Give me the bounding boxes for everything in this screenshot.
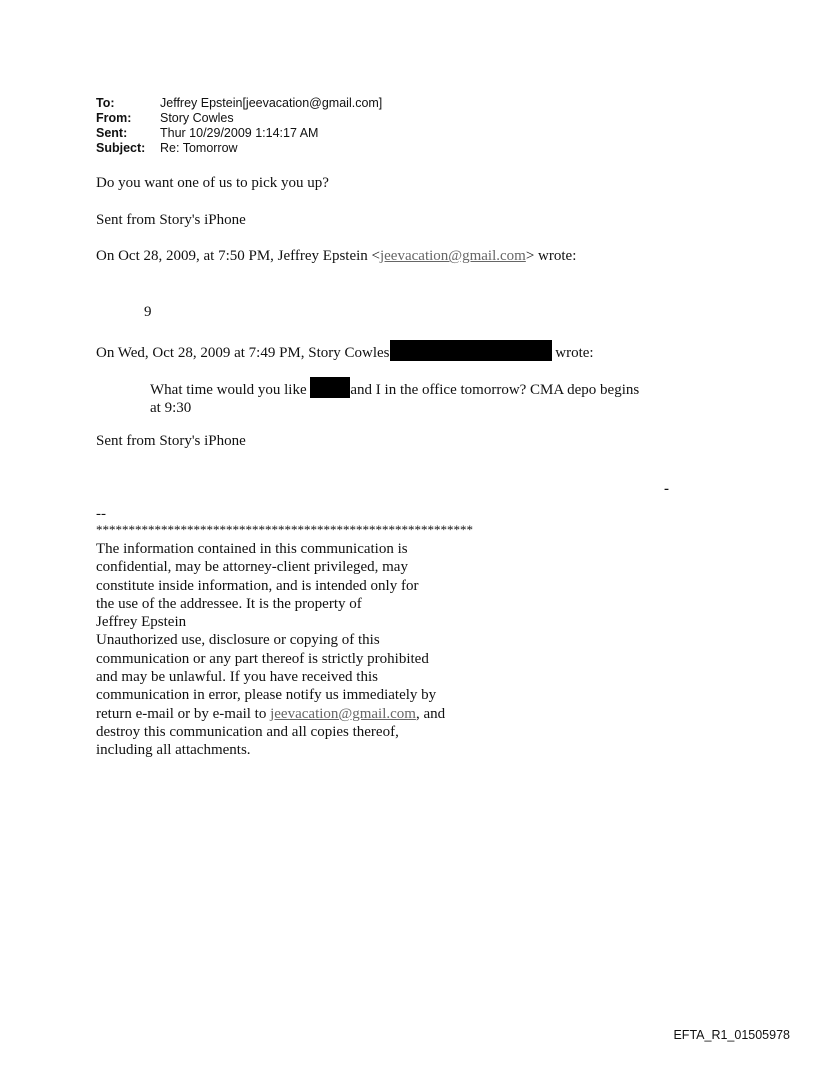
sent-row [96,126,382,141]
disclaimer-line: confidential, may be attorney-client privileged, may [96,559,408,576]
quote-header-1-email-link[interactable]: jeevacation@gmail.com [379,248,526,264]
quote-header-1-prefix: On Oct 28, 2009, at 7:50 PM, Jeffrey Epstein < [96,248,380,264]
to-row [96,96,382,111]
redaction-block [390,340,552,361]
disclaimer-line: Unauthorized use, disclosure or copying of this [96,632,380,649]
quoted-message [150,377,690,417]
from-label: From: [96,111,132,125]
quote-header-2-prefix: On Wed, Oct 28, 2009 at 7:49 PM, Story Cowles [96,345,390,361]
subject-label: Subject: [96,141,146,155]
disclaimer-line: and may be unlawful. If you have received this [96,669,378,686]
quote-header-1 [96,247,576,265]
disclaimer-line10-prefix: return e-mail or by e-mail to [96,705,271,722]
to-label: To: [96,96,115,110]
redaction-block [310,377,350,398]
disclaimer-line: communication or any part thereof is strictly prohibited [96,650,429,667]
disclaimer-email-link[interactable]: jeevacation@gmail.com [270,705,416,722]
from-value: Story Cowles [160,111,234,125]
quote-header-2-suffix: wrote: [555,345,594,361]
email-header [96,96,382,156]
disclaimer-line: including all attachments. [96,742,251,759]
disclaimer-line: the use of the addressee. It is the property of [96,595,362,612]
subject-value: Re: Tomorrow [160,141,238,155]
stray-mark: - [664,481,669,497]
quoted-message-part2: and I in the office tomorrow? CMA depo begins [350,382,640,398]
disclaimer-line: constitute inside information, and is intended only for [96,577,419,594]
disclaimer-line [96,705,476,723]
quoted-message-line2: at 9:30 [150,400,192,416]
disclaimer-line10-suffix: , and [415,705,446,722]
quoted-message-part1: What time would you like [150,382,307,398]
disclaimer-line: destroy this communication and all copies thereof, [96,723,399,740]
disclaimer-line: The information contained in this communication is [96,541,408,557]
subject-row [96,141,382,156]
disclaimer-line: Jeffrey Epstein [96,614,187,631]
signature-2: Sent from Story's iPhone [96,433,246,449]
confidentiality-disclaimer [96,540,476,760]
disclaimer-line: communication in error, please notify us immediately by [96,687,437,704]
asterisk-divider: ********************************************************** [96,522,473,537]
reply-text: 9 [144,304,152,320]
signature-1: Sent from Story's iPhone [96,212,246,228]
quote-header-2 [96,340,594,362]
sent-value: Thur 10/29/2009 1:14:17 AM [160,126,319,140]
body-line-question: Do you want one of us to pick you up? [96,175,329,191]
quote-header-1-suffix: > wrote: [525,248,577,264]
separator: -- [96,506,106,522]
sent-label: Sent: [96,126,128,140]
from-row [96,111,382,126]
to-value: Jeffrey Epstein[jeevacation@gmail.com] [160,96,383,110]
document-id: EFTA_R1_01505978 [673,1028,790,1042]
